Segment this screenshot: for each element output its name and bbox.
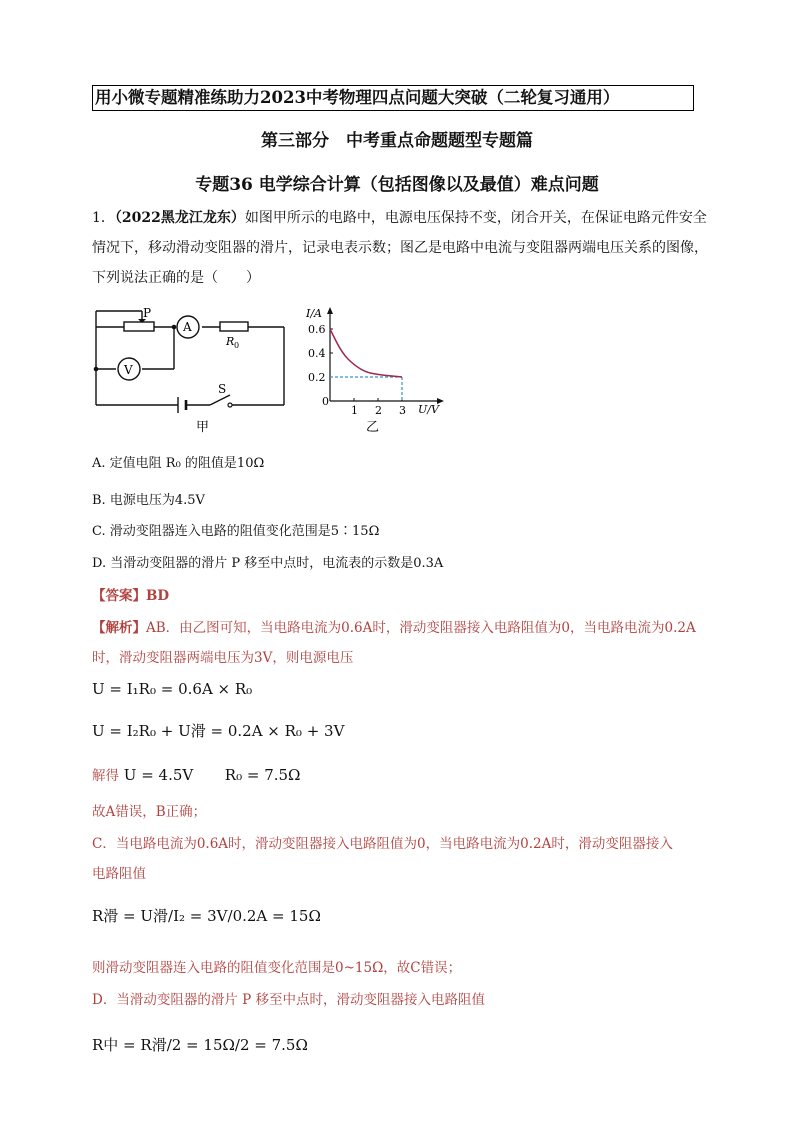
question-text: 如图甲所示的电路中，电源电压保持不变，闭合开关，在保证电路元件安全情况下，移动滑动变阻器的滑片，记录电表示数；图乙是电路中电流与变阻器两端电压关系的图像，下列说法正确的是（ ） (92, 210, 708, 286)
option-a-text: 定值电阻 R₀ 的阻值是10Ω (109, 456, 265, 471)
slider-label-p: P (143, 306, 152, 320)
resistor-r0-label: R (226, 335, 235, 348)
switch-label: S (218, 382, 227, 396)
answer-label: 【答案】 (92, 588, 146, 604)
conclusion-c: 则滑动变阻器连入电路的阻值变化范围是0~15Ω，故C错误； (92, 960, 462, 976)
option-b (92, 489, 205, 508)
y-axis-label: I/A (306, 307, 322, 320)
option-c-letter: C. (92, 524, 106, 539)
solve-prefix: 解得 (92, 768, 119, 784)
option-a-letter: A. (92, 456, 106, 471)
option-c-text: 滑动变阻器连入电路的阻值变化范围是5∶15Ω (109, 524, 380, 539)
equation-c: R滑 = U滑/I₂ = 3V/0.2A = 15Ω (92, 907, 321, 925)
resistor-r0-subscript: 0 (234, 341, 240, 350)
x-axis-label: U/V (418, 403, 439, 416)
topic-title: 专题36 电学综合计算（包括图像以及最值）难点问题 (195, 175, 599, 195)
solve-resistance: R₀ = 7.5Ω (224, 766, 301, 784)
x-tick-label: 2 (375, 404, 382, 417)
analysis-line-2: 时，滑动变阻器两端电压为3V，则电源电压 (92, 650, 354, 666)
circuit-diagram (90, 305, 290, 435)
origin-label: 0 (322, 395, 329, 408)
analysis-text-1: AB．由乙图可知，当电路电流为0.6A时，滑动变阻器接入电路阻值为0，当电路电流为0.2A (146, 620, 696, 636)
option-d-text: 当滑动变阻器的滑片 P 移至中点时，电流表的示数是0.3A (110, 556, 444, 571)
y-tick-label: 0.4 (308, 347, 326, 360)
iu-curve (330, 329, 402, 377)
solve-voltage: U = 4.5V (123, 766, 194, 784)
question-source: （2022黑龙江龙东） (114, 210, 245, 226)
series-title: 用小微专题精准练助力2023中考物理四点问题大突破（二轮复习通用） (92, 85, 694, 111)
option-a (92, 452, 264, 471)
equation-d: R中 = R滑/2 = 15Ω/2 = 7.5Ω (92, 1036, 308, 1054)
equation-2: U = I₂R₀ + U滑 = 0.2A × R₀ + 3V (92, 722, 345, 740)
iu-graph (300, 305, 460, 435)
analysis-label: 【解析】 (92, 620, 146, 636)
question-number: 1． (92, 210, 115, 226)
solution-line (92, 764, 300, 784)
x-tick-label: 3 (399, 404, 406, 417)
voltmeter-label: V (124, 363, 133, 377)
analysis-line-1 (92, 616, 696, 636)
option-b-text: 电源电压为4.5V (109, 493, 205, 508)
y-tick-label: 0.6 (308, 323, 326, 336)
answer-line (92, 584, 169, 604)
option-d-letter: D. (92, 556, 107, 571)
y-tick-label: 0.2 (308, 371, 326, 384)
part-title: 第三部分 中考重点命题题型专题篇 (261, 131, 533, 151)
option-c (92, 520, 379, 539)
analysis-d-line: D．当滑动变阻器的滑片 P 移至中点时，滑动变阻器接入电路阻值 (92, 992, 485, 1008)
analysis-c-line-2: 电路阻值 (92, 866, 146, 882)
question-stem (92, 203, 712, 293)
option-b-letter: B. (92, 493, 106, 508)
circuit-caption: 甲 (196, 420, 210, 435)
conclusion-ab: 故A错误，B正确； (92, 804, 207, 820)
answer-value: BD (146, 588, 170, 604)
equation-1: U = I₁R₀ = 0.6A × R₀ (92, 680, 253, 698)
x-tick-label: 1 (351, 404, 358, 417)
graph-caption: 乙 (366, 420, 380, 435)
option-d (92, 552, 443, 571)
analysis-c-line-1: C．当电路电流为0.6A时，滑动变阻器接入电路阻值为0，当电路电流为0.2A时，滑动变阻器接入 (92, 836, 673, 852)
ammeter-label: A (183, 320, 192, 334)
